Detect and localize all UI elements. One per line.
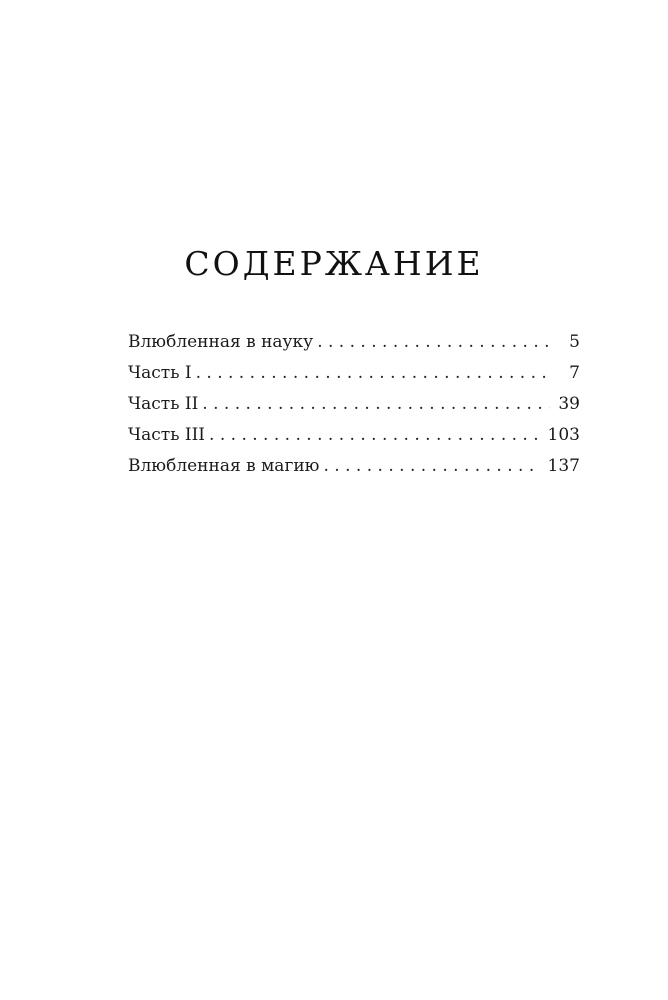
toc-leader-dots (202, 389, 550, 420)
toc-entry-page: 39 (558, 394, 580, 414)
toc-entry-title: Часть III (128, 425, 206, 445)
toc-leader-dots (317, 327, 550, 358)
toc-entry-page: 5 (569, 332, 580, 352)
toc-entry-page: 103 (547, 425, 580, 445)
toc-leader-dots (209, 420, 540, 451)
toc-entry-title: Часть I (128, 363, 192, 383)
toc-entry (128, 420, 580, 451)
toc-entry (128, 389, 580, 420)
toc-entry-title: Часть II (128, 394, 199, 414)
toc-entry-page: 7 (569, 363, 580, 383)
toc-leader-dots (323, 451, 539, 482)
table-of-contents (128, 327, 580, 482)
toc-entry (128, 358, 580, 389)
toc-leader-dots (196, 358, 550, 389)
toc-entry-page: 137 (547, 456, 580, 476)
toc-entry-title: Влюбленная в магию (128, 456, 320, 476)
page-title: СОДЕРЖАНИЕ (184, 244, 484, 283)
toc-entry-title: Влюбленная в науку (128, 332, 314, 352)
toc-entry (128, 451, 580, 482)
toc-entry (128, 327, 580, 358)
